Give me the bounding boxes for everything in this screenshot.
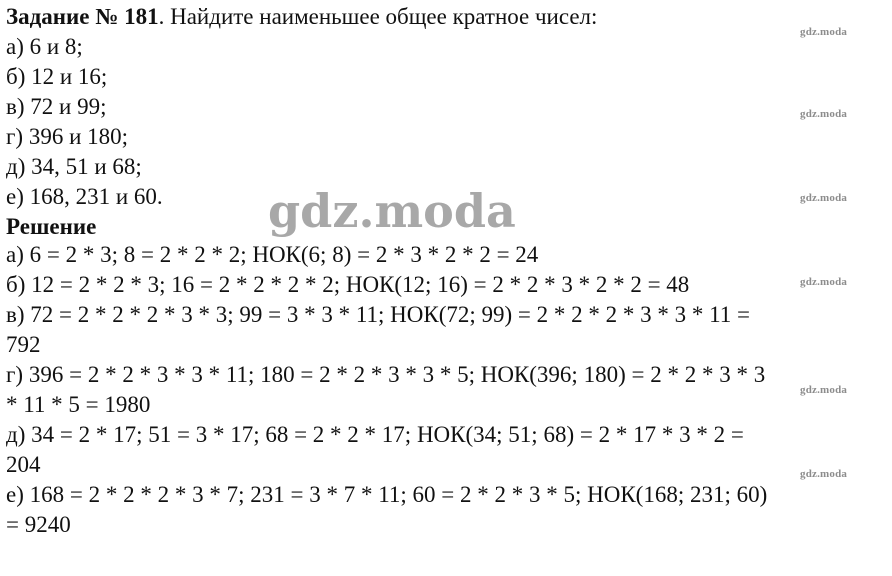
watermark-small: gdz.moda — [800, 384, 848, 396]
task-text: . Найдите наименьшее общее кратное чисел: — [158, 4, 598, 29]
watermark-small: gdz.moda — [800, 108, 848, 120]
solution-heading: Решение — [6, 214, 97, 239]
task-item-e: е) 168, 231 и 60. — [6, 184, 163, 209]
task-item-v: в) 72 и 99; — [6, 94, 107, 119]
solution-line-d-cont: 204 — [6, 452, 41, 477]
watermark-small: gdz.moda — [800, 26, 848, 38]
task-title — [6, 2, 597, 32]
task-item-d: д) 34, 51 и 68; — [6, 154, 142, 179]
solution-line-e: е) 168 = 2 * 2 * 2 * 3 * 7; 231 = 3 * 7 * 11; 60 = 2 * 2 * 3 * 5; НОК(168; 231; 60) — [6, 482, 768, 507]
solution-line-v-cont: 792 — [6, 332, 41, 357]
task-item-a: а) 6 и 8; — [6, 34, 83, 59]
solution-line-b: б) 12 = 2 * 2 * 3; 16 = 2 * 2 * 2 * 2; НОК(12; 16) = 2 * 2 * 3 * 2 * 2 = 48 — [6, 272, 690, 297]
solution-line-e-cont: = 9240 — [6, 512, 71, 537]
watermark-small: gdz.moda — [800, 192, 848, 204]
solution-line-a: а) 6 = 2 * 3; 8 = 2 * 2 * 2; НОК(6; 8) = 2 * 3 * 2 * 2 = 24 — [6, 242, 539, 267]
task-label: Задание № 181 — [6, 4, 159, 29]
solution-line-g-cont: * 11 * 5 = 1980 — [6, 392, 151, 417]
task-item-b: б) 12 и 16; — [6, 64, 108, 89]
task-item-g: г) 396 и 180; — [6, 124, 129, 149]
solution-line-v: в) 72 = 2 * 2 * 2 * 3 * 3; 99 = 3 * 3 * 11; НОК(72; 99) = 2 * 2 * 2 * 3 * 3 * 11 = — [6, 302, 750, 327]
watermark-large: gdz.moda — [268, 184, 516, 238]
watermark-small: gdz.moda — [800, 468, 848, 480]
solution-line-g: г) 396 = 2 * 2 * 3 * 3 * 11; 180 = 2 * 2 * 3 * 3 * 5; НОК(396; 180) = 2 * 2 * 3 * 3 — [6, 362, 766, 387]
watermark-small: gdz.moda — [800, 276, 848, 288]
solution-line-d: д) 34 = 2 * 17; 51 = 3 * 17; 68 = 2 * 2 * 17; НОК(34; 51; 68) = 2 * 17 * 3 * 2 = — [6, 422, 744, 447]
